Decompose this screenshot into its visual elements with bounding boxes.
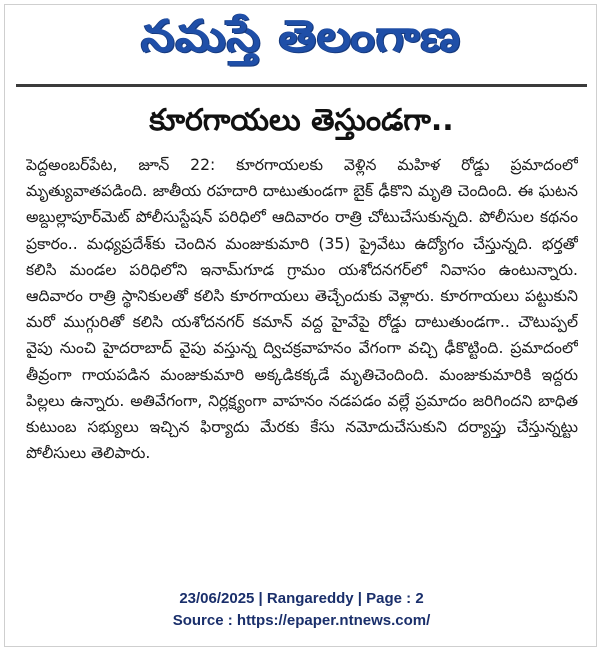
- article-body: పెద్దఅంబర్‌పేట, జూన్ 22: కూరగాయలకు వెళ్లిన మహిళ రోడ్డు ప్రమాదంలో మృత్యువాతపడింది. జాతీయ రహదారి దాటుతుండగా బైక్ ఢీకొని మృతి చెందింది. ఈ ఘటన అబ్దుల్లాపూర్‌మెట్ పోలీసుస్టేషన్ పరిధిలో ఆదివారం రాత్రి చోటుచేసుకున్నది. పోలీసుల కథనం ప్రకారం.. మధ్యప్రదేశ్‌కు చెందిన మంజుకుమారి (35) ప్రైవేటు ఉద్యోగం చేస్తున్నది. భర్తతో కలిసి మండల పరిధిలోని ఇనామ్‌గూడ గ్రామం యశోదనగర్‌లో నివాసం ఉంటున్నారు. ఆదివారం రాత్రి స్థానికులతో కలిసి కూరగాయలు తెచ్చేందుకు వెళ్లారు. కూరగాయలు పట్టుకుని మరో ముగ్గురితో కలిసి యశోదనగర్ కమాన్ వద్ద హైవేపై రోడ్డు దాటుతుండగా.. చౌటుప్పల్ వైపు నుంచి హైదరాబాద్ వైపు వస్తున్న ద్విచక్రవాహనం వేగంగా వచ్చి ఢీకొట్టింది. ప్రమాదంలో తీవ్రంగా గాయపడిన మంజుకుమారి అక్కడికక్కడే మృతిచెందింది. మంజుకుమారికి ఇద్దరు పిల్లలు ఉన్నారు. అతివేగంగా, నిర్లక్ష్యంగా వాహనం నడపడం వల్లే ప్రమాదం జరిగిందని బాధిత కుటుంబ సభ్యులు ఇచ్చిన ఫిర్యాదు మేరకు కేసు నమోదుచేసుకుని దర్యాప్తు చేస్తున్నట్టు పోలీసులు తెలిపారు.: [26, 156, 578, 463]
- masthead-divider: [16, 84, 587, 87]
- masthead: [0, 6, 603, 76]
- article-headline: కూరగాయలు తెస్తుండగా..: [149, 103, 454, 138]
- footer: [0, 588, 603, 632]
- newspaper-logo: నమస్తే తెలంగాణ: [141, 11, 462, 62]
- footer-source: Source : https://epaper.ntnews.com/: [172, 612, 431, 629]
- footer-meta: 23/06/2025 | Rangareddy | Page : 2: [179, 590, 424, 607]
